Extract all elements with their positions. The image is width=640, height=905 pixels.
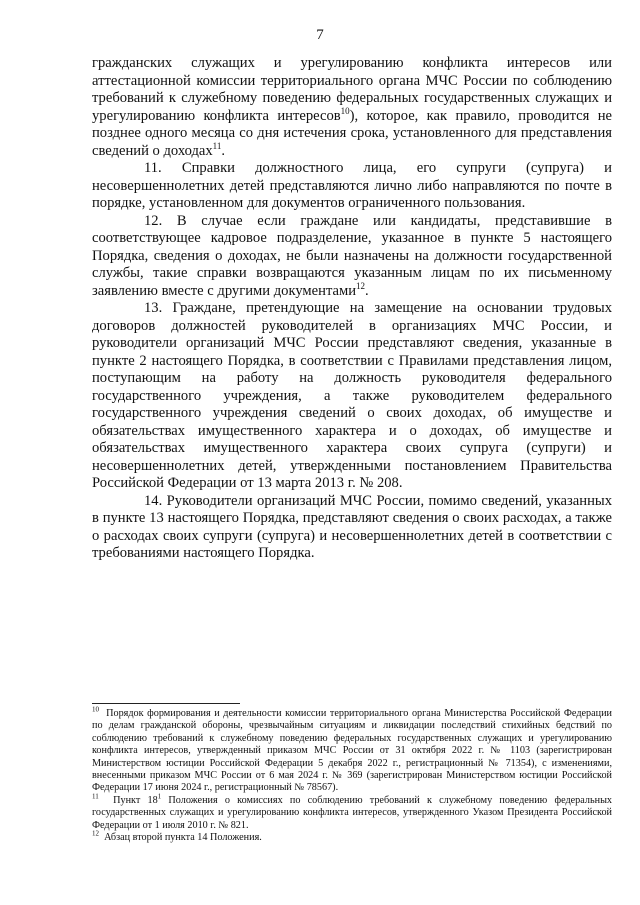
footnote-ref-12: 12 bbox=[356, 280, 366, 291]
paragraph-11: 11. Справки должностного лица, его супруги (супруга) и несовершеннолетних детей представляются лично либо направляются по почте в порядке, установленном для документов ограниченного пользования. bbox=[92, 160, 612, 211]
paragraph-14: 14. Руководители организаций МЧС России, помимо сведений, указанных в пункте 13 настоящего Порядка, представляют сведения о своих расходах, а также о расходах своих супруги (супруга) и несовершеннолетних детей в соответствии с требованиями настоящего Порядка. bbox=[92, 492, 612, 561]
paragraph-13: 13. Граждане, претендующие на замещение на основании трудовых договоров должностей руководителей в организациях МЧС России, и руководители организаций МЧС России представляют сведения, указанные в пункте 2 настоящего Порядка, в соответствии с Правилами представления лицом, поступающим на работу на должность руководителя федерального государственного учреждения, а также руководителем федерального государственного учреждения сведений о своих доходах, об имуществе и обязательствах имущественного характера и о доходах, об имуществе и обязательствах имущественного характера своих супруга (супруги) и несовершеннолетних детей, утвержденными постановлением Правительства Российской Федерации от 13 марта 2013 г. № 208. bbox=[92, 300, 612, 491]
document-body bbox=[92, 55, 612, 563]
page-number: 7 bbox=[316, 27, 324, 43]
footnote-11: $^{11}$ Пункт $18^1$ Положения о комиссиях по соблюдению требований к служебному поведению федеральных государственных служащих и урегулированию конфликта интересов, утвержденного Указом Президента Российской Федерации от 1 июля 2010 г. № 821. bbox=[92, 792, 613, 831]
footnotes bbox=[92, 705, 613, 844]
paragraph-continuation: гражданских служащих и урегулированию конфликта интересов или аттестационной комиссии территориального органа МЧС России по соблюдению требований к служебному поведению федеральных государственных служащих и урегулированию конфликта интересов$^{10}$), которое, как правило, проводится не позднее одного месяца со дня истечения срока, установленного для представления сведений о доходах$^{11}$. bbox=[92, 55, 612, 159]
footnote-ref-11: 11 bbox=[212, 140, 222, 151]
paragraph-12: 12. В случае если граждане или кандидаты, представившие в соответствующее кадровое подразделение, указанное в пункте 5 настоящего Порядка, сведения о доходах, не были назначены на должности государственной службы, такие справки возвращаются указанным лицам по их письменному заявлению вместе с другими документами$^{12}$. bbox=[92, 212, 612, 299]
footnote-10: $^{10}$ Порядок формирования и деятельности комиссии территориального органа Министерства Российской Федерации по делам гражданской обороны, чрезвычайным ситуациям и ликвидации последствий стихийных бедствий по соблюдению требований к служебному поведению федеральных государственных служащих и урегулированию конфликта интересов, утвержденный приказом МЧС России от 31 октября 2022 г. № 1103 (зарегистрирован Министерством юстиции Российской Федерации 5 декабря 2022 г., регистрационный № 71354), с изменениями, внесенными приказом МЧС России от 6 мая 2024 г. № 369 (зарегистрирован Министерством юстиции Российской Федерации 17 июня 2024 г., регистрационный № 78567). bbox=[92, 705, 612, 794]
footnote-ref-10: 10 bbox=[340, 105, 350, 116]
footnote-12: $^{12}$ Абзац второй пункта 14 Положения. bbox=[92, 829, 262, 844]
footnote-separator bbox=[92, 703, 240, 704]
